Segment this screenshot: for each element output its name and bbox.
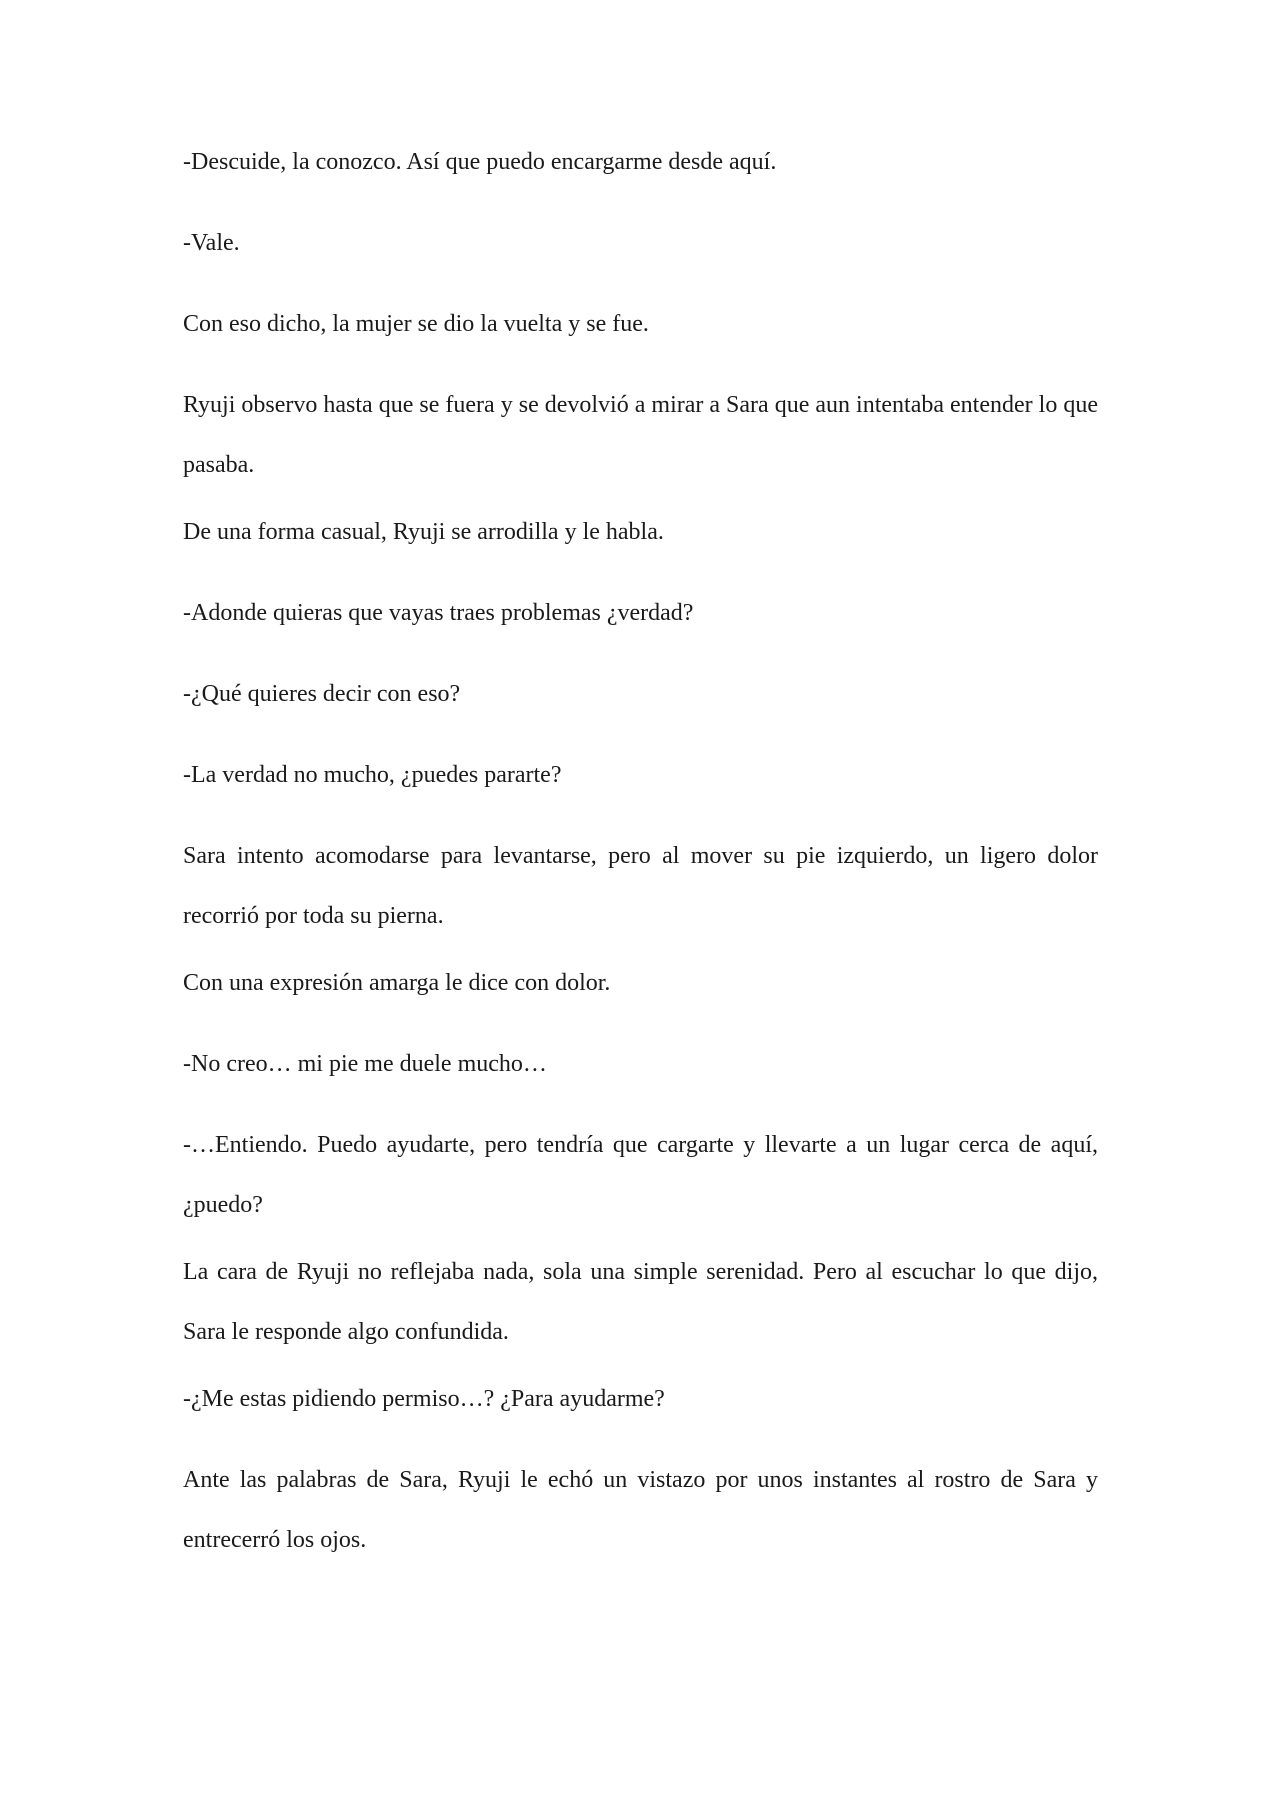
paragraph: -No creo… mi pie me duele mucho… (183, 1051, 547, 1077)
paragraph: La cara de Ryuji no reflejaba nada, sola una simple serenidad. Pero al escuchar lo que dijo, Sara le responde algo confundida. (183, 1259, 1098, 1345)
paragraph: Ryuji observo hasta que se fuera y se devolvió a mirar a Sara que aun intentaba entender lo que pasaba. (183, 392, 1098, 478)
paragraph: -¿Qué quieres decir con eso? (183, 681, 461, 707)
paragraph: Ante las palabras de Sara, Ryuji le echó un vistazo por unos instantes al rostro de Sara y entrecerró los ojos. (183, 1467, 1098, 1553)
paragraph: -Vale. (183, 230, 240, 256)
paragraph: -La verdad no mucho, ¿puedes pararte? (183, 762, 562, 788)
paragraph: De una forma casual, Ryuji se arrodilla y le habla. (183, 519, 664, 545)
paragraph: Con eso dicho, la mujer se dio la vuelta y se fue. (183, 311, 649, 337)
paragraph: -¿Me estas pidiendo permiso…? ¿Para ayudarme? (183, 1386, 665, 1412)
paragraph: Con una expresión amarga le dice con dolor. (183, 970, 611, 996)
paragraph: Sara intento acomodarse para levantarse, pero al mover su pie izquierdo, un ligero dolor recorrió por toda su pierna. (183, 843, 1098, 929)
paragraph: -Descuide, la conozco. Así que puedo encargarme desde aquí. (183, 149, 777, 175)
paragraph: -…Entiendo. Puedo ayudarte, pero tendría que cargarte y llevarte a un lugar cerca de aquí, ¿puedo? (183, 1132, 1098, 1218)
paragraph: -Adonde quieras que vayas traes problemas ¿verdad? (183, 600, 694, 626)
document-body (183, 146, 1098, 1591)
